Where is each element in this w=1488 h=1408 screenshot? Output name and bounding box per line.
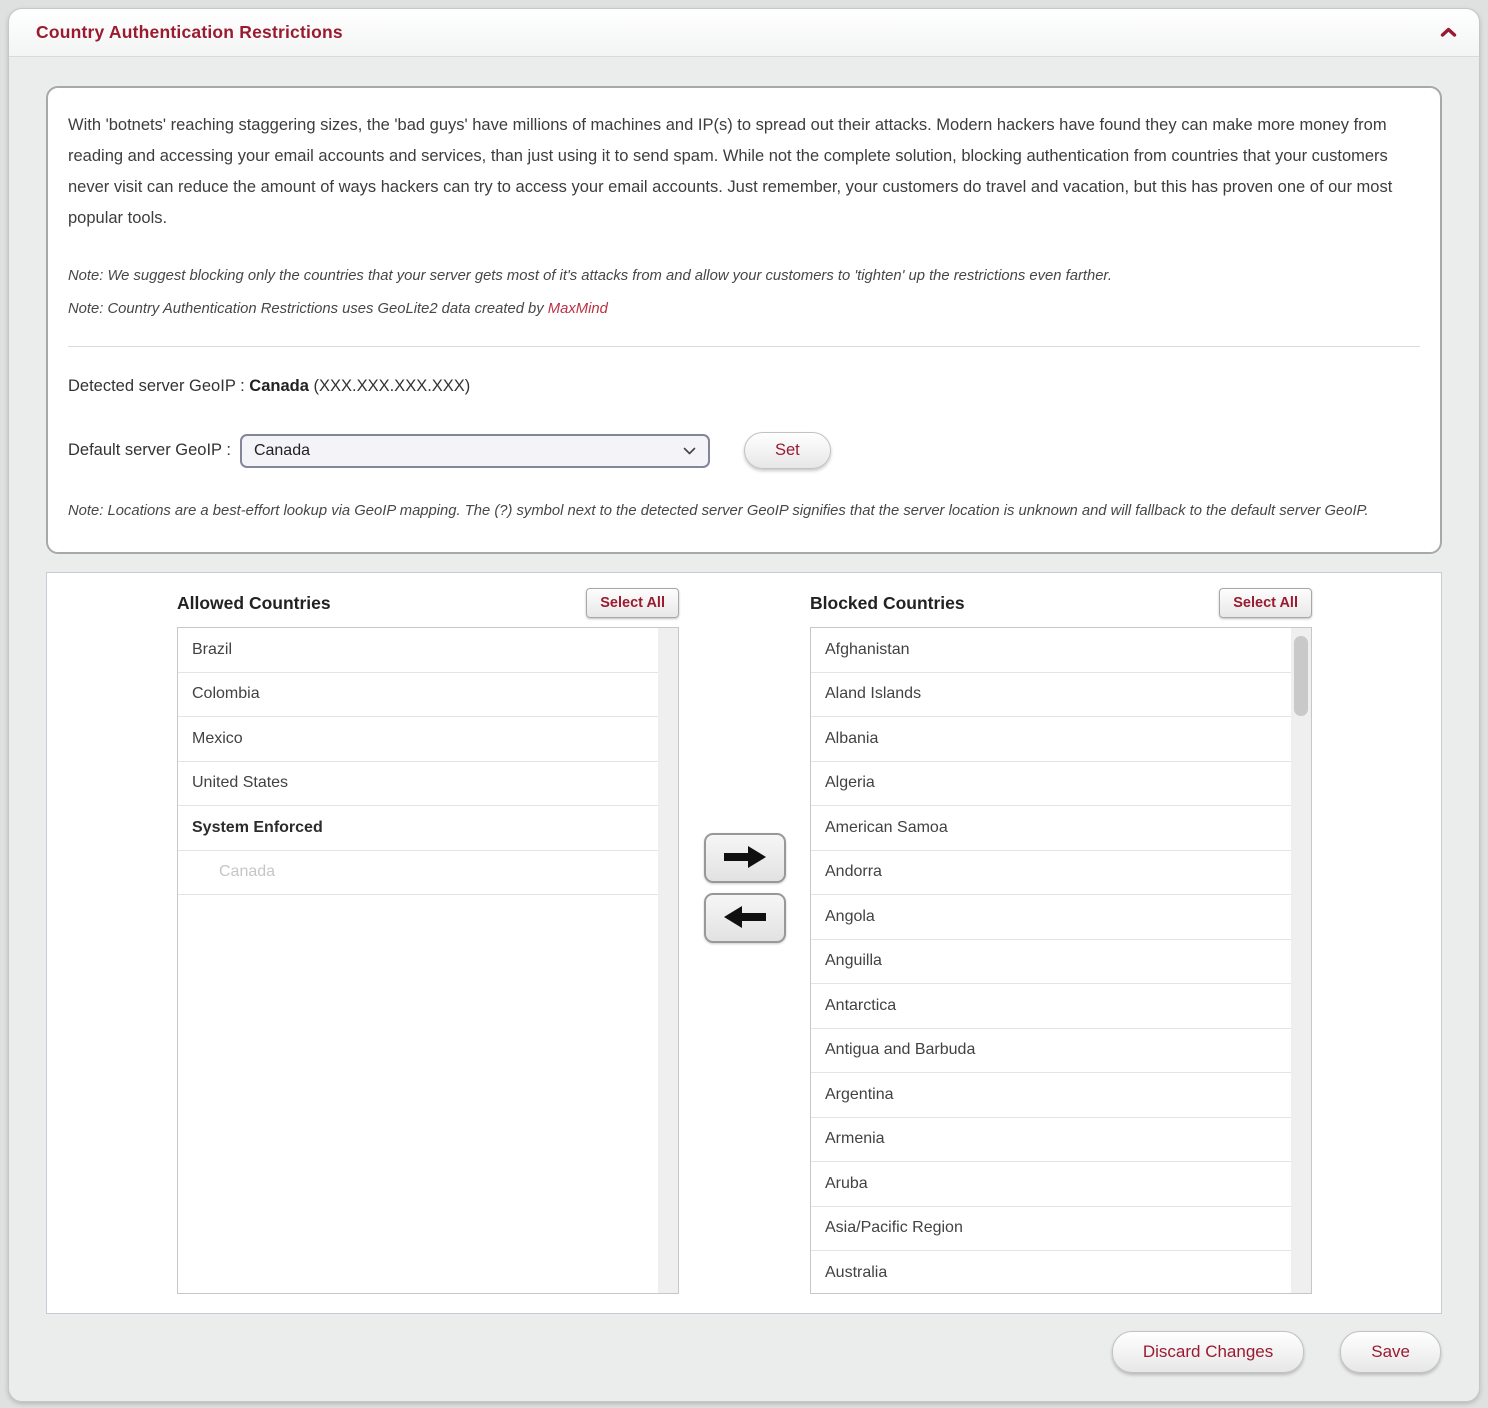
blocked-countries-title: Blocked Countries xyxy=(810,592,965,613)
default-geoip-label: Default server GeoIP : xyxy=(68,441,231,459)
footer-actions xyxy=(46,1331,1442,1373)
intro-paragraph: With 'botnets' reaching staggering sizes, the 'bad guys' have millions of machines and IP(s) to spread out their attacks. Modern hackers have found they can make more money from reading and accessing your email accounts and services, than just using it to send spam. While not the complete solution, blocking authentication from countries that your customers never visit can reduce the amount of ways hackers can try to access your email accounts. Just remember, your customers do travel and vacation, but this has proven one of our most popular tools. xyxy=(68,116,1393,227)
list-item-label: Andorra xyxy=(825,863,882,881)
move-to-allowed-button[interactable] xyxy=(704,893,786,943)
list-item[interactable] xyxy=(811,806,1291,851)
list-item[interactable] xyxy=(811,1118,1291,1163)
list-item[interactable] xyxy=(811,984,1291,1029)
allowed-countries-column xyxy=(177,573,679,1294)
allowed-country-list xyxy=(178,628,658,895)
list-item[interactable] xyxy=(811,1029,1291,1074)
list-item xyxy=(178,851,658,896)
allowed-list-scrollbar[interactable] xyxy=(658,628,678,1293)
allowed-countries-title: Allowed Countries xyxy=(177,592,331,613)
list-item-label: System Enforced xyxy=(192,818,323,836)
list-item[interactable] xyxy=(178,717,658,762)
list-item-label: Antigua and Barbuda xyxy=(825,1041,976,1059)
list-item[interactable] xyxy=(811,1207,1291,1252)
allowed-countries-listbox xyxy=(177,627,679,1294)
list-item-label: Algeria xyxy=(825,774,875,792)
detected-geoip-ip: (XXX.XXX.XXX.XXX) xyxy=(308,377,471,395)
list-item[interactable] xyxy=(811,851,1291,896)
transfer-controls xyxy=(679,573,810,1294)
list-item[interactable] xyxy=(178,673,658,718)
scrollbar-thumb[interactable] xyxy=(1294,636,1308,716)
intro-notes xyxy=(68,260,1420,326)
detected-geoip-country: Canada xyxy=(249,377,309,395)
list-item-label: Canada xyxy=(219,863,276,881)
chevron-up-icon xyxy=(1440,25,1457,40)
allowed-select-all-button[interactable]: Select All xyxy=(586,588,679,618)
divider xyxy=(68,346,1420,347)
blocked-countries-column xyxy=(810,573,1312,1294)
list-item[interactable] xyxy=(811,762,1291,807)
discard-changes-button[interactable]: Discard Changes xyxy=(1112,1331,1304,1373)
note-blocking: Note: We suggest blocking only the countries that your server gets most of it's attacks from and allow your customers to 'tighten' up the restrictions even farther. xyxy=(68,268,1112,284)
detected-geoip-label: Detected server GeoIP : xyxy=(68,377,250,395)
list-item[interactable] xyxy=(811,628,1291,673)
list-item-label: Antarctica xyxy=(825,996,897,1014)
list-item-label: American Samoa xyxy=(825,818,948,836)
list-item[interactable] xyxy=(811,1162,1291,1207)
geoip-note: Note: Locations are a best-effort lookup via GeoIP mapping. The (?) symbol next to the detected server GeoIP signifies that the server location is unknown and will fallback to the default server GeoIP. xyxy=(68,503,1369,519)
list-item-label: Angola xyxy=(825,907,875,925)
list-item[interactable] xyxy=(811,673,1291,718)
arrow-right-icon xyxy=(722,845,768,872)
note-geolite xyxy=(68,293,1420,326)
list-item-label: Afghanistan xyxy=(825,640,910,658)
list-item-label: Aland Islands xyxy=(825,685,922,703)
panel-body xyxy=(9,57,1479,1373)
list-item[interactable] xyxy=(811,1073,1291,1118)
list-item[interactable] xyxy=(811,895,1291,940)
list-item-label: Mexico xyxy=(192,729,243,747)
list-item-label: Colombia xyxy=(192,685,260,703)
list-item xyxy=(178,806,658,851)
move-to-blocked-button[interactable] xyxy=(704,833,786,883)
list-item[interactable] xyxy=(811,717,1291,762)
list-item[interactable] xyxy=(178,628,658,673)
arrow-left-icon xyxy=(722,905,768,932)
collapse-section-button[interactable] xyxy=(1440,25,1457,40)
list-item[interactable] xyxy=(178,762,658,807)
blocked-country-list xyxy=(811,628,1291,1294)
list-item-label: Anguilla xyxy=(825,952,882,970)
default-geoip-select[interactable] xyxy=(240,434,710,468)
country-lists-box xyxy=(46,572,1442,1314)
list-item-label: Asia/Pacific Region xyxy=(825,1219,963,1237)
country-auth-restrictions-panel xyxy=(8,8,1480,1402)
list-item-label: Australia xyxy=(825,1263,888,1281)
default-geoip-selected-value: Canada xyxy=(253,441,310,459)
detected-geoip-line xyxy=(68,377,1420,396)
maxmind-link[interactable]: MaxMind xyxy=(547,301,608,317)
list-item-label: Argentina xyxy=(825,1085,894,1103)
save-button[interactable]: Save xyxy=(1340,1331,1441,1373)
blocked-countries-listbox xyxy=(810,627,1312,1294)
blocked-select-all-button[interactable]: Select All xyxy=(1219,588,1312,618)
page-title: Country Authentication Restrictions xyxy=(36,22,343,42)
default-geoip-row xyxy=(68,432,1420,469)
list-item-label: Armenia xyxy=(825,1130,885,1148)
blocked-list-scrollbar[interactable] xyxy=(1291,628,1311,1293)
list-item[interactable] xyxy=(811,940,1291,985)
list-item-label: Albania xyxy=(825,729,879,747)
list-item-label: United States xyxy=(192,774,289,792)
list-item[interactable] xyxy=(811,1251,1291,1294)
list-item-label: Aruba xyxy=(825,1174,868,1192)
intro-info-box xyxy=(46,86,1442,554)
note-geolite-text: Note: Country Authentication Restrictions uses GeoLite2 data created by xyxy=(68,301,548,317)
chevron-down-icon xyxy=(683,442,696,460)
panel-header xyxy=(9,9,1479,57)
list-item-label: Brazil xyxy=(192,640,233,658)
set-button[interactable]: Set xyxy=(744,432,831,469)
